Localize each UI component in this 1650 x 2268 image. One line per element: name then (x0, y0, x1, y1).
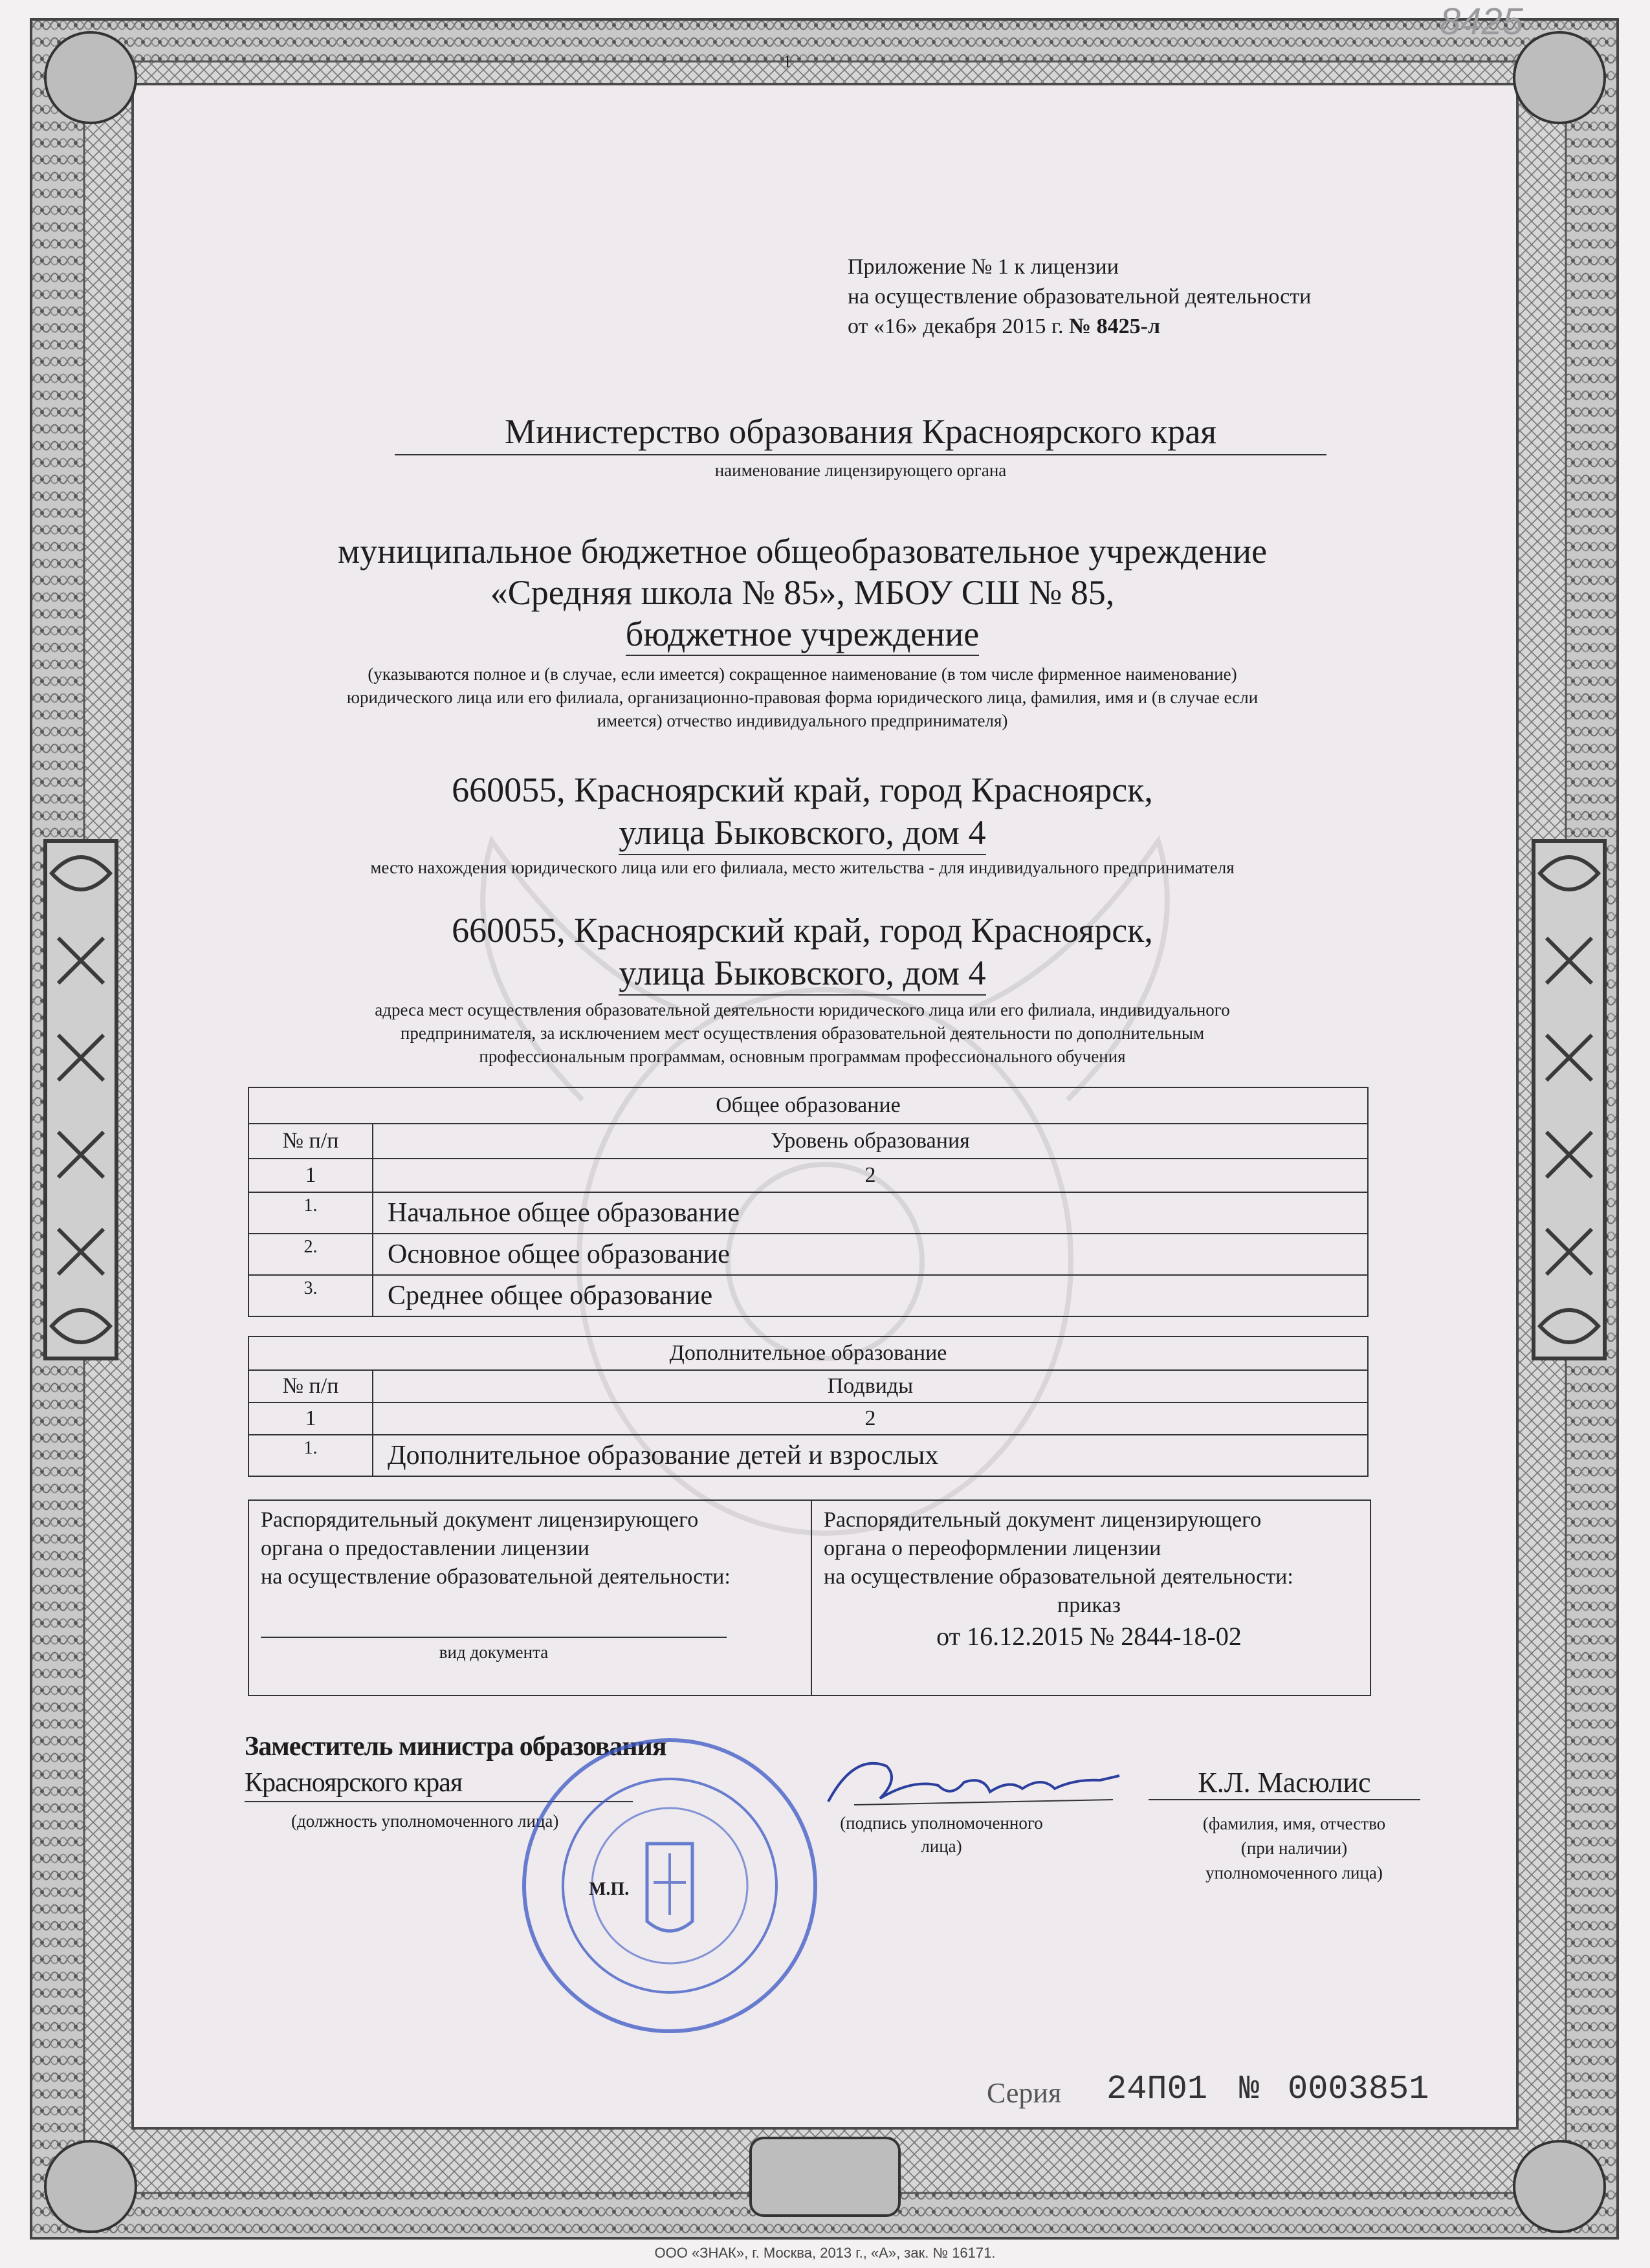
col-num-header: № п/п (248, 1124, 373, 1159)
name-caption: (фамилия, имя, отчество (при наличии) уполномоченного лица) (1202, 1814, 1386, 1882)
col-level-header: Уровень образования (373, 1124, 1368, 1159)
official-stamp (518, 1734, 822, 2038)
licensing-body-caption: наименование лицензирующего органа (714, 461, 1007, 480)
signatory-name: К.Л. Масюлис (1149, 1766, 1420, 1800)
doc-right: Распорядительный документ лицензирующего органа о переоформлении лицензии на осуществление образовательной деятельности: приказ от 16.12.2015 № 2844-18-02 (812, 1501, 1369, 1695)
licensing-body (395, 409, 1326, 481)
org-line1: муниципальное бюджетное общеобразовательное учреждение (337, 532, 1268, 571)
page-number: 1 (783, 52, 792, 71)
table-row: 3. Среднее общее образование (248, 1275, 1368, 1316)
activity-address-block (214, 909, 1391, 1068)
doc-type-caption: вид документа (439, 1642, 549, 1662)
serial-label: Серия (987, 2077, 1062, 2109)
index-cell: 2 (373, 1159, 1368, 1192)
location-block (214, 769, 1391, 878)
additional-education-table (248, 1336, 1369, 1477)
signatory-position: Заместитель министра образования Красноярского края (245, 1728, 666, 1802)
location-caption: место нахождения юридического лица или его филиала, место жительства - для индивидуального предпринимателя (370, 858, 1235, 877)
serial-series: 24П01 (1106, 2070, 1208, 2108)
table-row: 1. Начальное общее образование (248, 1192, 1368, 1234)
org-caption3: имеется) отчество индивидуального предпринимателя) (597, 711, 1008, 730)
index-cell: 2 (373, 1402, 1368, 1435)
location-line1: 660055, Красноярский край, город Красноярск, (452, 770, 1153, 809)
activity-caption2: предпринимателя, за исключением мест осуществления образовательной деятельности по дополнительным (400, 1023, 1205, 1043)
activity-caption1: адреса мест осуществления образовательной деятельности юридического лица или его филиала, индивидуального (375, 1000, 1230, 1020)
appendix-line3: от «16» декабря 2015 г. № 8425-л (848, 314, 1161, 338)
org-caption2: юридического лица или его филиала, организационно-правовая форма юридического лица, фамилия, имя и (в случае если (346, 688, 1259, 707)
printer-imprint: ООО «ЗНАК», г. Москва, 2013 г., «А», зак. № 16171. (654, 2245, 996, 2261)
appendix-line1: Приложение № 1 к лицензии (848, 255, 1119, 279)
order-reference: от 16.12.2015 № 2844-18-02 (936, 1622, 1242, 1651)
org-line2: «Средняя школа № 85», МБОУ СШ № 85, (490, 573, 1115, 612)
location-line2: улица Быковского, дом 4 (619, 811, 985, 855)
position-caption: (должность уполномоченного лица) (291, 1811, 559, 1831)
organization-block (214, 530, 1391, 732)
serial-number-sign: № (1239, 2070, 1260, 2108)
side-ornament-left (45, 841, 116, 1358)
activity-line1: 660055, Красноярский край, город Красноярск, (452, 911, 1153, 950)
signature-caption: (подпись уполномоченного лица) (840, 1813, 1043, 1856)
licensing-body-value: Министерство образования Красноярского края (395, 409, 1326, 455)
doc-type-line (261, 1591, 727, 1638)
table-row: 2. Основное общее образование (248, 1234, 1368, 1275)
index-cell: 1 (248, 1402, 373, 1435)
serial-number: 0003851 (1288, 2070, 1429, 2108)
handwritten-number: 8425 (1440, 1, 1524, 43)
col-num-header: № п/п (248, 1370, 373, 1402)
activity-line2: улица Быковского, дом 4 (619, 952, 985, 996)
org-line3: бюджетное учреждение (626, 613, 979, 656)
activity-caption3: профессиональным программам, основным программам профессионального обучения (479, 1047, 1126, 1066)
license-number: № 8425-л (1068, 314, 1161, 338)
additional-education-title: Дополнительное образование (248, 1336, 1368, 1370)
signature-image (815, 1740, 1126, 1818)
general-education-title: Общее образование (248, 1087, 1368, 1124)
decision-documents (248, 1499, 1371, 1696)
table-row: 1. Дополнительное образование детей и взрослых (248, 1435, 1368, 1476)
doc-left: Распорядительный документ лицензирующего органа о предоставлении лицензии на осуществление образовательной деятельности: вид документа (249, 1501, 812, 1695)
general-education-table (248, 1087, 1369, 1317)
appendix-line2: на осуществление образовательной деятельности (848, 285, 1312, 309)
org-caption1: (указываются полное и (в случае, если имеется) сокращенное наименование (в том числе фирменное наименование) (368, 664, 1237, 684)
col-sub-header: Подвиды (373, 1370, 1368, 1402)
index-cell: 1 (248, 1159, 373, 1192)
side-ornament-right (1534, 841, 1605, 1358)
mp-label: М.П. (589, 1879, 630, 1899)
appendix-header (848, 252, 1311, 342)
